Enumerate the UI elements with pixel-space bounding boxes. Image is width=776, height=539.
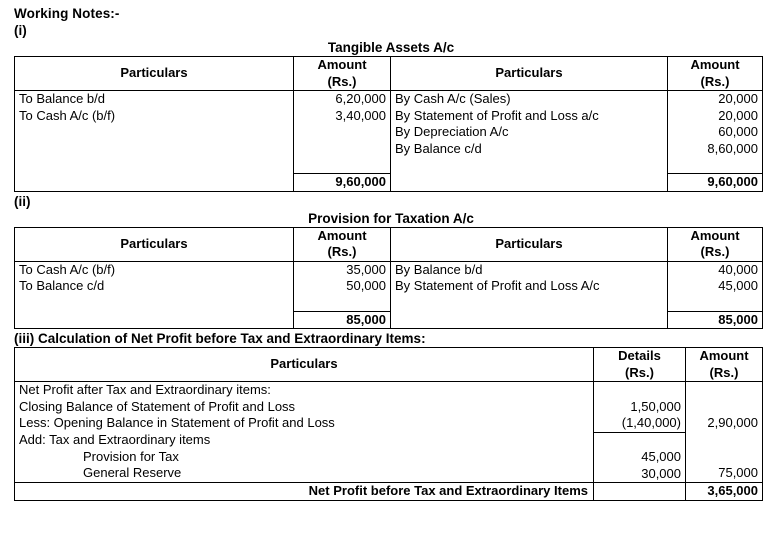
body-cell-details-group1: [594, 382, 686, 433]
row-detail: [598, 382, 681, 399]
row-amount: 60,000: [718, 124, 758, 139]
table-header-row: [15, 57, 763, 91]
header-amount-left-line2: (Rs.): [327, 73, 357, 89]
body-cell-amount-right: [668, 91, 763, 174]
row-label: By Statement of Profit and Loss a/c: [395, 107, 599, 123]
header-amount-right-line1: Amount: [690, 227, 740, 243]
row-label: By Cash A/c (Sales): [395, 91, 511, 106]
table-header-row: [15, 348, 763, 382]
body-cell-particulars-right: [391, 261, 668, 311]
body-cell-amount-left: [294, 261, 391, 311]
header-particulars-right: Particulars: [391, 227, 668, 261]
row-label: Add: Tax and Extraordinary items: [19, 432, 211, 447]
total-details: [594, 483, 686, 501]
total-blank-left: [15, 174, 294, 192]
total-blank-left: [15, 311, 294, 329]
ledger-title-tangible-assets: Tangible Assets A/c: [327, 40, 455, 55]
header-particulars-right: Particulars: [391, 57, 668, 91]
table-body-row-group-1: [15, 382, 763, 433]
header-amount-left-line1: Amount: [317, 227, 367, 243]
header-details: [594, 348, 686, 382]
header-amount-right-line2: (Rs.): [700, 244, 730, 259]
row-label: To Cash A/c (b/f): [19, 261, 116, 277]
row-label: Provision for Tax: [83, 448, 179, 464]
total-amount-right: 9,60,000: [668, 174, 763, 192]
row-label: To Balance c/d: [19, 278, 105, 293]
row-detail: 45,000: [641, 449, 681, 464]
header-particulars-left: Particulars: [15, 227, 294, 261]
row-detail: (1,40,000): [621, 415, 681, 430]
body-cell-details-group2: [594, 432, 686, 483]
header-amount-line2: (Rs.): [709, 364, 739, 380]
table-body-row-group-2: [15, 432, 763, 483]
note-label-ii: (ii): [14, 193, 31, 209]
row-label: To Cash A/c (b/f): [19, 107, 116, 123]
total-amount-left: 9,60,000: [294, 174, 391, 192]
note-label-i: (i): [14, 23, 27, 38]
header-particulars: Particulars: [15, 348, 594, 382]
row-label: By Depreciation A/c: [395, 124, 509, 139]
total-amount: 3,65,000: [686, 483, 763, 501]
header-amount-right-line1: Amount: [690, 57, 740, 72]
row-amount: 3,40,000: [335, 107, 386, 123]
table-body-row: [15, 91, 763, 174]
table-total-row: [15, 311, 763, 329]
header-particulars-left: Particulars: [15, 57, 294, 91]
body-cell-particulars-group1: [15, 382, 594, 433]
table-total-row: [15, 174, 763, 192]
working-notes-page: [0, 6, 776, 539]
row-amount: 40,000: [718, 261, 758, 277]
row-detail: [598, 433, 681, 450]
body-cell-particulars-right: [391, 91, 668, 174]
header-amount-left: [294, 227, 391, 261]
row-label: Net Profit after Tax and Extraordinary items:: [19, 382, 271, 397]
header-amount-left: [294, 57, 391, 91]
table-total-row: [15, 483, 763, 501]
total-blank-right: [391, 174, 668, 192]
table-net-profit-calculation: [14, 347, 763, 501]
total-amount-left: 85,000: [294, 311, 391, 329]
row-label: Less: Opening Balance in Statement of Profit and Loss: [19, 415, 335, 430]
row-amount: 6,20,000: [335, 91, 386, 106]
header-details-line1: Details: [618, 348, 661, 363]
table-body-row: [15, 261, 763, 311]
row-amount: 20,000: [718, 107, 758, 123]
total-amount-right: 85,000: [668, 311, 763, 329]
total-blank-right: [391, 311, 668, 329]
header-amount-left-line2: (Rs.): [327, 244, 357, 259]
row-amount: 35,000: [346, 261, 386, 277]
page-title: Working Notes:-: [14, 6, 120, 21]
row-amount: 8,60,000: [707, 140, 758, 156]
row-label: By Statement of Profit and Loss A/c: [395, 278, 600, 293]
header-amount-right-line2: (Rs.): [700, 73, 730, 89]
row-amount: 50,000: [346, 278, 386, 293]
ledger-title-provision-taxation: Provision for Taxation A/c: [308, 210, 474, 226]
row-detail: 30,000: [641, 465, 681, 481]
body-cell-amount-right: [668, 261, 763, 311]
row-amount: 2,90,000: [707, 415, 758, 430]
body-cell-particulars-left: [15, 261, 294, 311]
table-tangible-assets: [14, 56, 763, 192]
row-label: General Reserve: [83, 465, 182, 480]
row-label: To Balance b/d: [19, 91, 106, 106]
header-amount: [686, 348, 763, 382]
row-detail: 1,50,000: [630, 398, 681, 414]
body-cell-particulars-group2: [15, 432, 594, 483]
header-amount-right: [668, 57, 763, 91]
body-cell-amount-left: [294, 91, 391, 174]
header-amount-line1: Amount: [699, 348, 749, 363]
table-provision-for-taxation: [14, 227, 763, 330]
header-details-line2: (Rs.): [625, 364, 654, 380]
row-amount: 20,000: [718, 91, 758, 106]
row-amount: 45,000: [718, 278, 758, 293]
row-label: By Balance b/d: [395, 261, 483, 277]
row-label: Closing Balance of Statement of Profit and Loss: [19, 398, 296, 414]
section-title-net-profit-calculation: (iii) Calculation of Net Profit before Tax and Extraordinary Items:: [14, 331, 426, 346]
header-amount-left-line1: Amount: [317, 57, 367, 72]
row-amount: 75,000: [718, 464, 758, 480]
body-cell-particulars-left: [15, 91, 294, 174]
body-cell-amount-group1: [686, 382, 763, 483]
total-label: Net Profit before Tax and Extraordinary Items: [15, 483, 594, 501]
row-label: By Balance c/d: [395, 140, 482, 156]
table-header-row: [15, 227, 763, 261]
header-amount-right: [668, 227, 763, 261]
